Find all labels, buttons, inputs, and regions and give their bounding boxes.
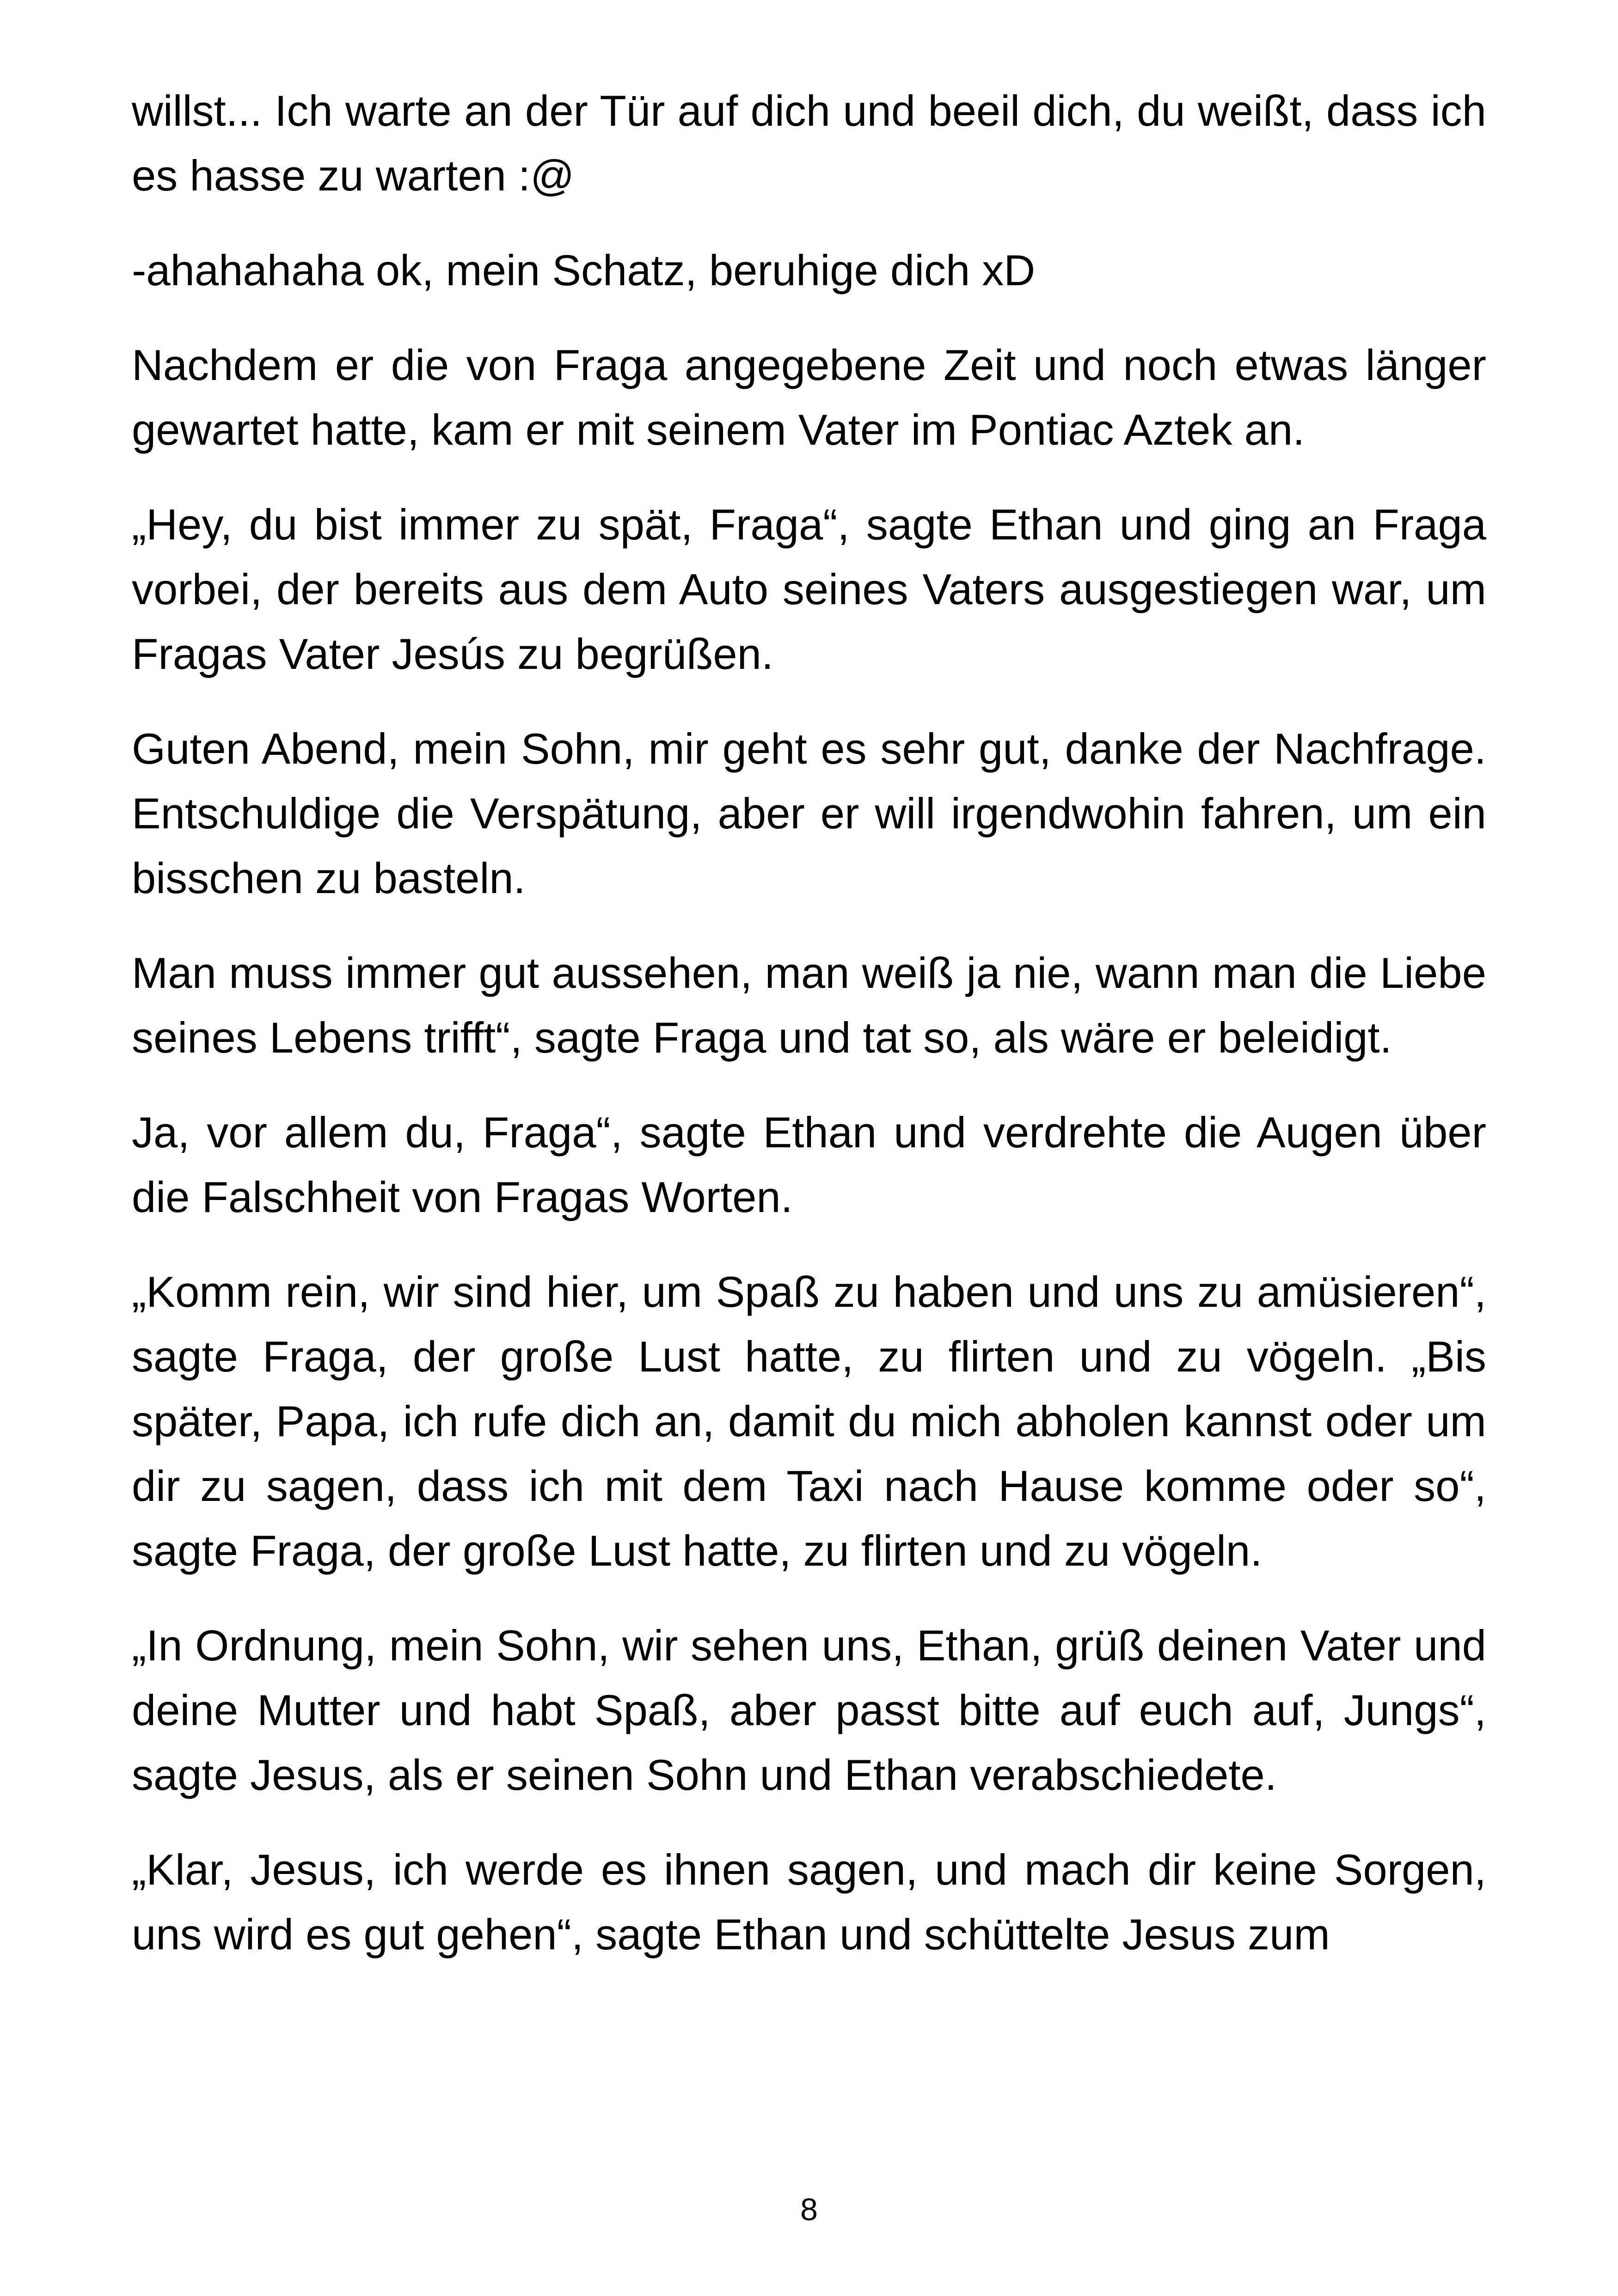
text-body [132, 79, 1486, 1997]
paragraph: „Hey, du bist immer zu spät, Fraga“, sagte Ethan und ging an Fraga vorbei, der bereits aus dem Auto seines Vaters ausgestiegen war, um Fragas Vater Jesús zu begrüßen. [132, 500, 1486, 678]
paragraph: Ja, vor allem du, Fraga“, sagte Ethan und verdrehte die Augen über die Falschheit von Fragas Worten. [132, 1108, 1486, 1221]
paragraph: Nachdem er die von Fraga angegebene Zeit und noch etwas länger gewartet hatte, kam er mit seinem Vater im Pontiac Aztek an. [132, 341, 1486, 454]
page-number: 8 [800, 2192, 818, 2227]
paragraph: „Komm rein, wir sind hier, um Spaß zu haben und uns zu amüsieren“, sagte Fraga, der große Lust hatte, zu flirten und zu vögeln. „Bis später, Papa, ich rufe dich an, damit du mich abholen kannst oder um dir zu sagen, dass ich mit dem Taxi nach Hause komme oder so“, sagte Fraga, der große Lust hatte, zu flirten und zu vögeln. [132, 1267, 1486, 1575]
paragraph: „Klar, Jesus, ich werde es ihnen sagen, und mach dir keine Sorgen, uns wird es gut gehen“, sagte Ethan und schüttelte Jesus zum [132, 1845, 1486, 1959]
paragraph: -ahahahaha ok, mein Schatz, beruhige dich xD [132, 246, 1036, 294]
paragraph: Guten Abend, mein Sohn, mir geht es sehr gut, danke der Nachfrage. Entschuldige die Verspätung, aber er will irgendwohin fahren, um ein bisschen zu basteln. [132, 724, 1486, 902]
paragraph: Man muss immer gut aussehen, man weiß ja nie, wann man die Liebe seines Lebens trifft“, sagte Fraga und tat so, als wäre er beleidigt. [132, 949, 1486, 1062]
paragraph: „In Ordnung, mein Sohn, wir sehen uns, Ethan, grüß deinen Vater und deine Mutter und habt Spaß, aber passt bitte auf euch auf, Jungs“, sagte Jesus, als er seinen Sohn und Ethan verabschiedete. [132, 1621, 1486, 1799]
paragraph: willst... Ich warte an der Tür auf dich und beeil dich, du weißt, dass ich es hasse zu warten :@ [132, 86, 1486, 200]
